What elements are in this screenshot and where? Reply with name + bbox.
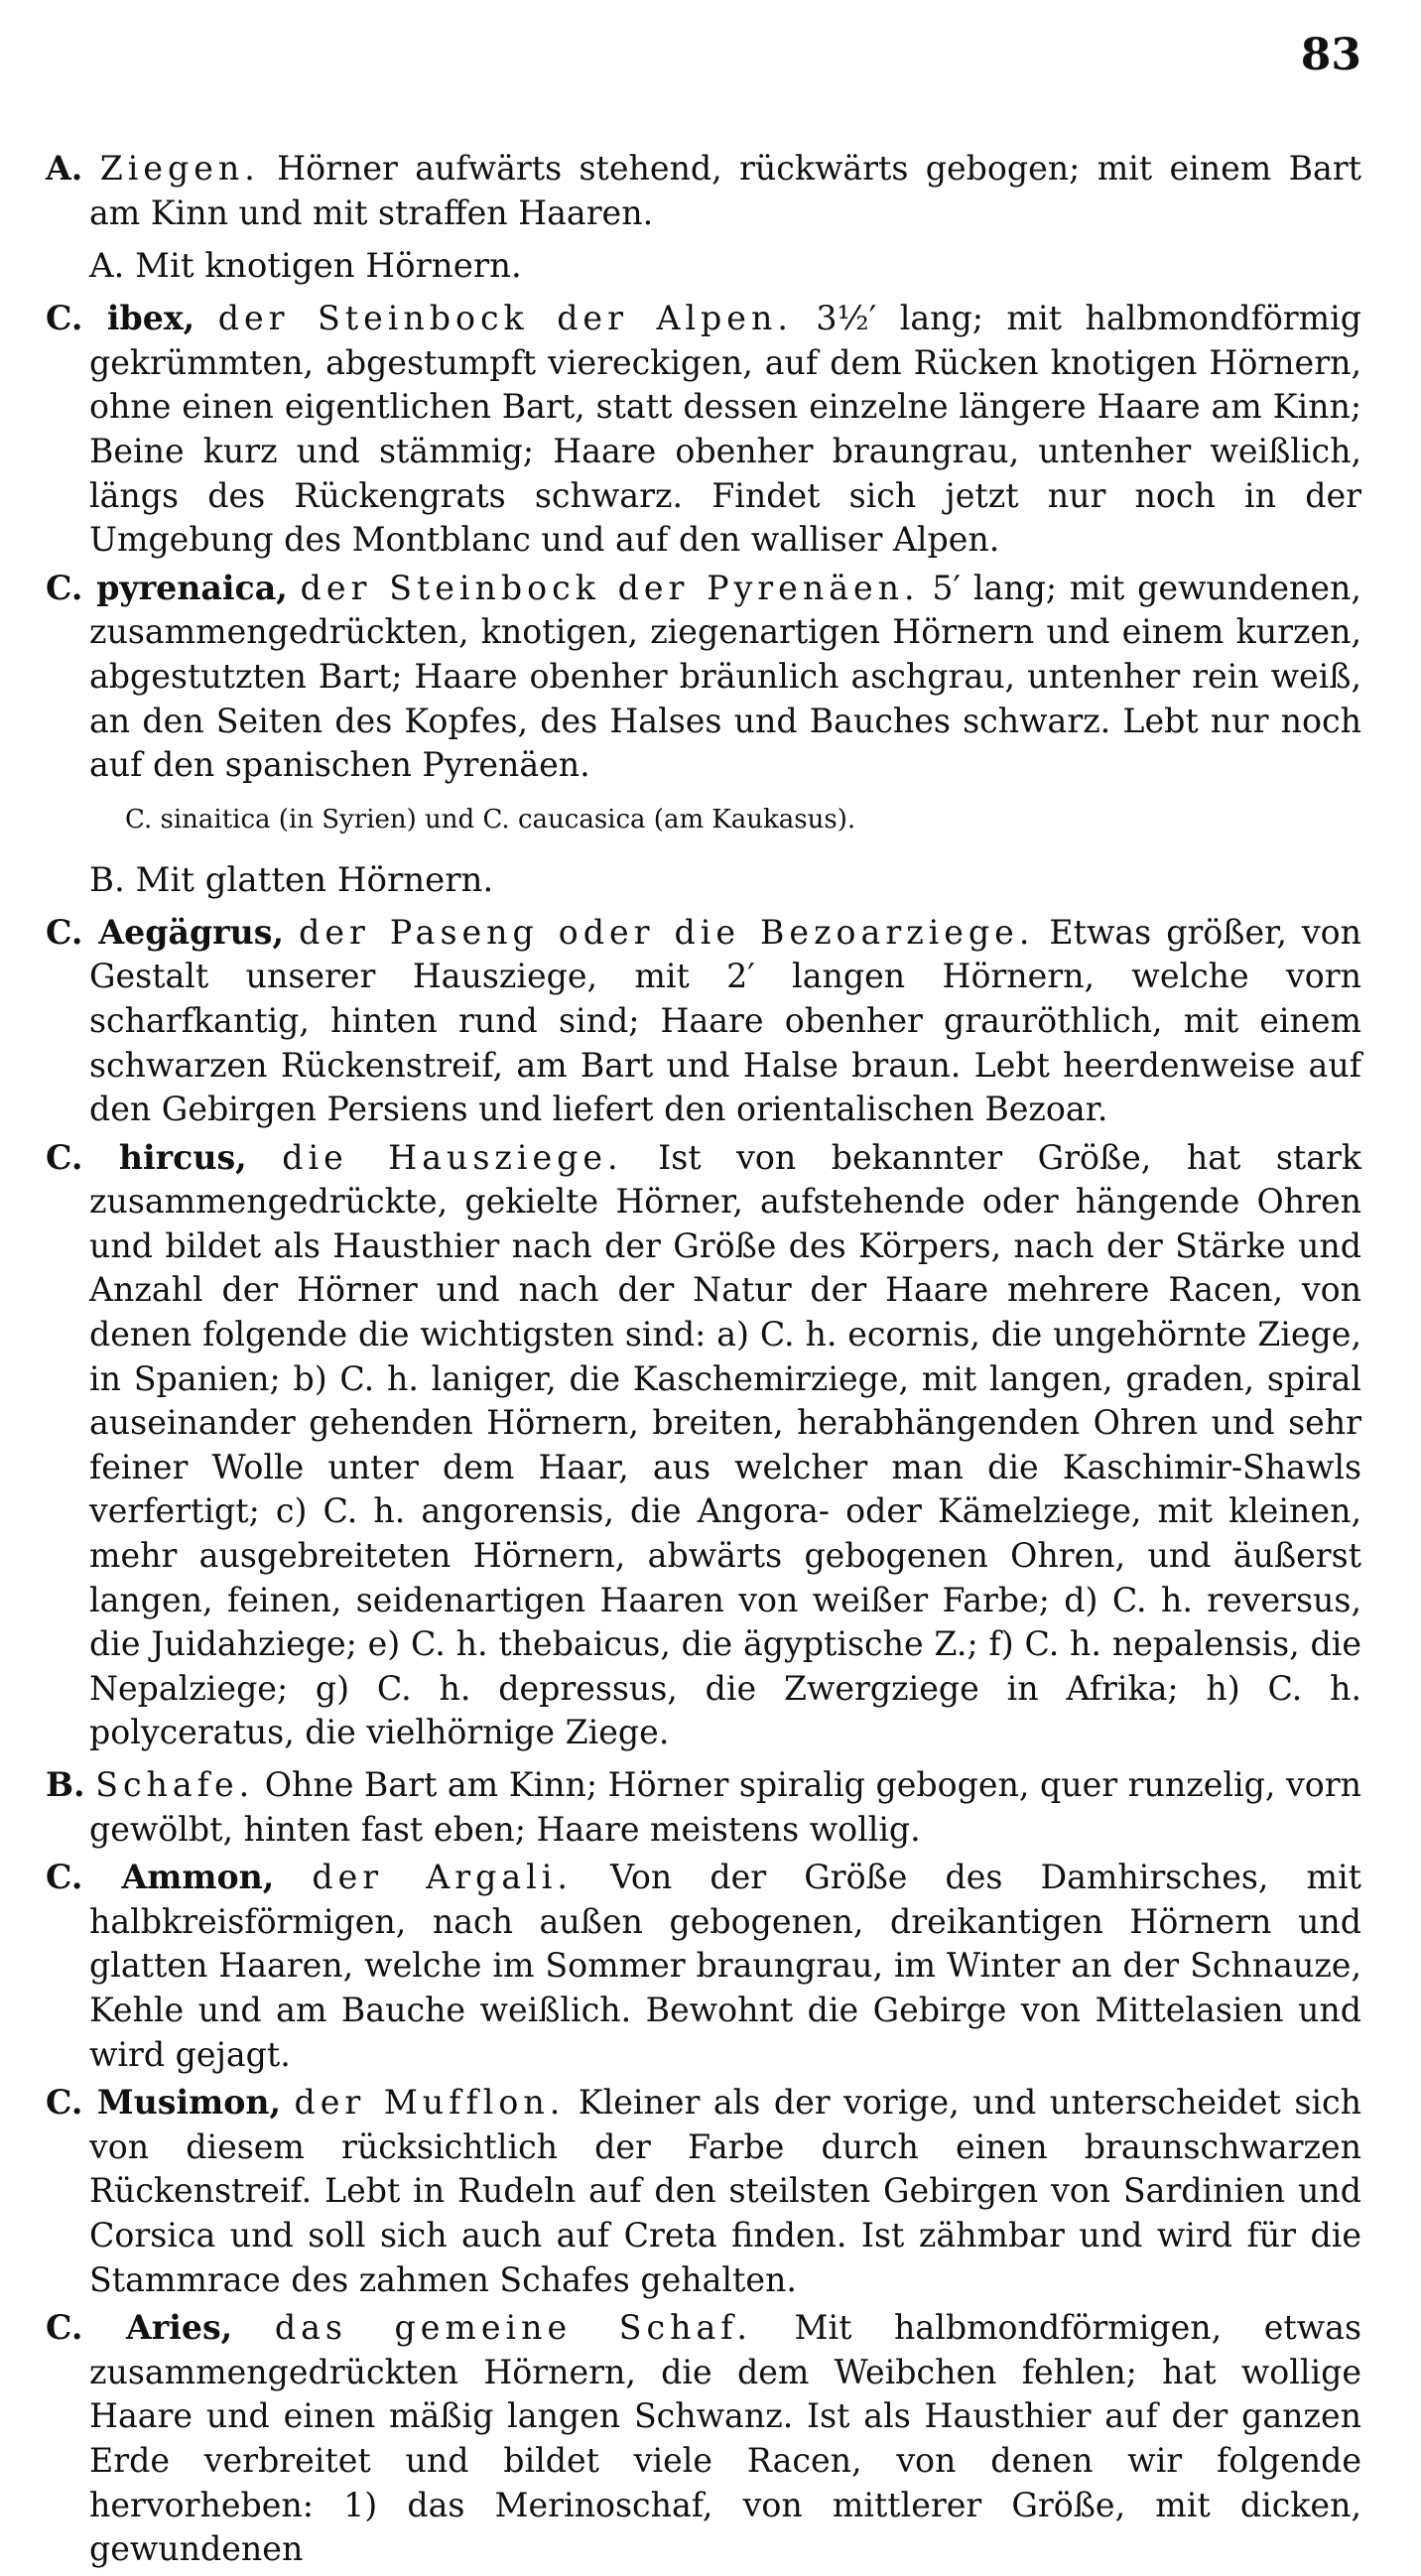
entry-pyrenaica bbox=[46, 567, 1361, 788]
species-name: der Steinbock der Pyrenäen. bbox=[300, 568, 920, 607]
page-number: 83 bbox=[1300, 30, 1361, 80]
entry-aries bbox=[46, 2306, 1361, 2572]
page-body bbox=[46, 139, 1361, 2576]
species-name: der Steinbock der Alpen. bbox=[217, 299, 793, 338]
species-name: das gemeine Schaf. bbox=[274, 2308, 752, 2348]
species-text: 5′ lang; mit gewundenen, zusammengedrückten, knotigen, ziegenartigen Hörnern und einem kurzen, abgestutzten Bart; Haare obenher bräunlich aschgrau, untenher rein weiß, an den Seiten des Kopfes, des Halses und Bauches schwarz. Lebt nur noch auf den spanischen Pyrenäen. bbox=[89, 568, 1361, 785]
section-text: Ohne Bart am Kinn; Hörner spiralig gebogen, quer runzelig, vorn gewölbt, hinten fast eben; Haare meistens wollig. bbox=[89, 1765, 1361, 1849]
species-text: Mit halbmondförmigen, etwas zusammengedrückten Hörnern, die dem Weibchen fehlen; hat wollige Haare und einen mäßig langen Schwanz. Ist als Hausthier auf der ganzen Erde verbreitet und bildet viele Racen, von denen wir folgende hervorheben: 1) das Merinoschaf, von mittlerer Größe, mit dicken, gewundenen bbox=[89, 2308, 1361, 2569]
species-text: Von der Größe des Damhirsches, mit halbkreisförmigen, nach außen gebogenen, dreikantigen Hörnern und glatten Haaren, welche im Sommer braungrau, im Winter an der Schnauze, Kehle und am Bauche weißlich. Bewohnt die Gebirge von Mittelasien und wird gejagt. bbox=[89, 1858, 1361, 2074]
entry-hircus bbox=[46, 1136, 1361, 1755]
subheading-knotige-hoerner: A. Mit knotigen Hörnern. bbox=[89, 246, 522, 287]
section-ziegen bbox=[46, 147, 1361, 235]
subheading-glatte-hoerner: B. Mit glatten Hörnern. bbox=[89, 859, 494, 900]
species-name: die Hausziege. bbox=[282, 1137, 623, 1177]
section-schafe bbox=[46, 1763, 1361, 1852]
section-name: Ziegen. bbox=[99, 149, 260, 188]
species-label: C. Musimon, bbox=[46, 2083, 282, 2123]
species-name: der Pasеng oder die Bezoarziege. bbox=[299, 912, 1035, 952]
entry-musimon bbox=[46, 2081, 1361, 2302]
species-text: Kleiner als der vorige, und unterscheidet sich von diesem rücksichtlich der Farbe durch einen braunschwarzen Rückenstreif. Lebt in Rudeln auf den steilsten Gebirgen von Sardinien und Corsica und soll sich auch auf Creta finden. Ist zähmbar und wird für die Stammrace des zahmen Schafes gehalten. bbox=[89, 2083, 1361, 2299]
species-text: 3½′ lang; mit halbmondförmig gekrümmten, abgestumpft viereckigen, auf dem Rücken knotigen Hörnern, ohne einen eigentlichen Bart, statt dessen einzelne längere Haare am Kinn; Beine kurz und stämmig; Haare obenher braungrau, untenher weißlich, längs des Rückengrats schwarz. Findet sich jetzt nur noch in der Umgebung des Montblanc und auf den walliser Alpen. bbox=[89, 299, 1361, 560]
species-label: C. Aries, bbox=[46, 2308, 233, 2348]
species-label: C. hircus, bbox=[46, 1137, 247, 1177]
entry-ibex bbox=[46, 297, 1361, 563]
entry-aegagrus bbox=[46, 911, 1361, 1132]
species-text: Etwas größer, von Gestalt unserer Hausziege, mit 2′ langen Hörnern, welche vorn scharfkantig, hinten rund sind; Haare obenher grauröthlich, mit einem schwarzen Rückenstreif, am Bart und Halse braun. Lebt heerdenweise auf den Gebirgen Persiens und liefert den orientalischen Bezoar. bbox=[89, 912, 1361, 1129]
species-label: C. Aegägrus, bbox=[46, 912, 285, 952]
section-text: Hörner aufwärts stehend, rückwärts gebogen; mit einem Bart am Kinn und mit straffen Haaren. bbox=[89, 149, 1361, 232]
species-label: C. pyrenaica, bbox=[46, 568, 288, 607]
species-label: C. Ammon, bbox=[46, 1858, 275, 1897]
species-text: Ist von bekannter Größe, hat stark zusammengedrückte, gekielte Hörner, aufstehende oder hängende Ohren und bildet als Hausthier nach der Größe des Körpers, nach der Stärke und Anzahl der Hörner und nach der Natur der Haare mehrere Racen, von denen folgende die wichtigsten sind: a) C. h. ecornis, die ungehörnte Ziege, in Spanien; b) C. h. laniger, die Kaschemirziege, mit langen, graden, spiral auseinander gehenden Hörnern, breiten, herabhängenden Ohren und sehr feiner Wolle unter dem Haar, aus welcher man die Kaschimir-Shawls verfertigt; c) C. h. angorensis, die Angora- oder Kämelziege, mit kleinen, mehr ausgebreiteten Hörnern, abwärts gebogenen Ohren, und äußerst langen, feinen, seidenartigen Haaren von weißer Farbe; d) C. h. reversus, die Juidahziege; e) C. h. thebaicus, die ägyptische Z.; f) C. h. nepalensis, die Nepalziege; g) C. h. depressus, die Zwergziege in Afrika; h) C. h. polyceratus, die vielhörnige Ziege. bbox=[89, 1137, 1361, 1752]
species-label: C. ibex, bbox=[46, 299, 195, 338]
section-name: Schafe. bbox=[95, 1765, 255, 1804]
footnote-species: C. sinaitica (in Syrien) und C. caucasica (am Kaukasus). bbox=[125, 804, 856, 835]
entry-ammon bbox=[46, 1856, 1361, 2077]
species-name: der Mufflon. bbox=[294, 2083, 566, 2123]
species-name: der Argali. bbox=[312, 1858, 573, 1897]
section-label: B. bbox=[46, 1765, 85, 1804]
section-label: A. bbox=[46, 149, 83, 188]
